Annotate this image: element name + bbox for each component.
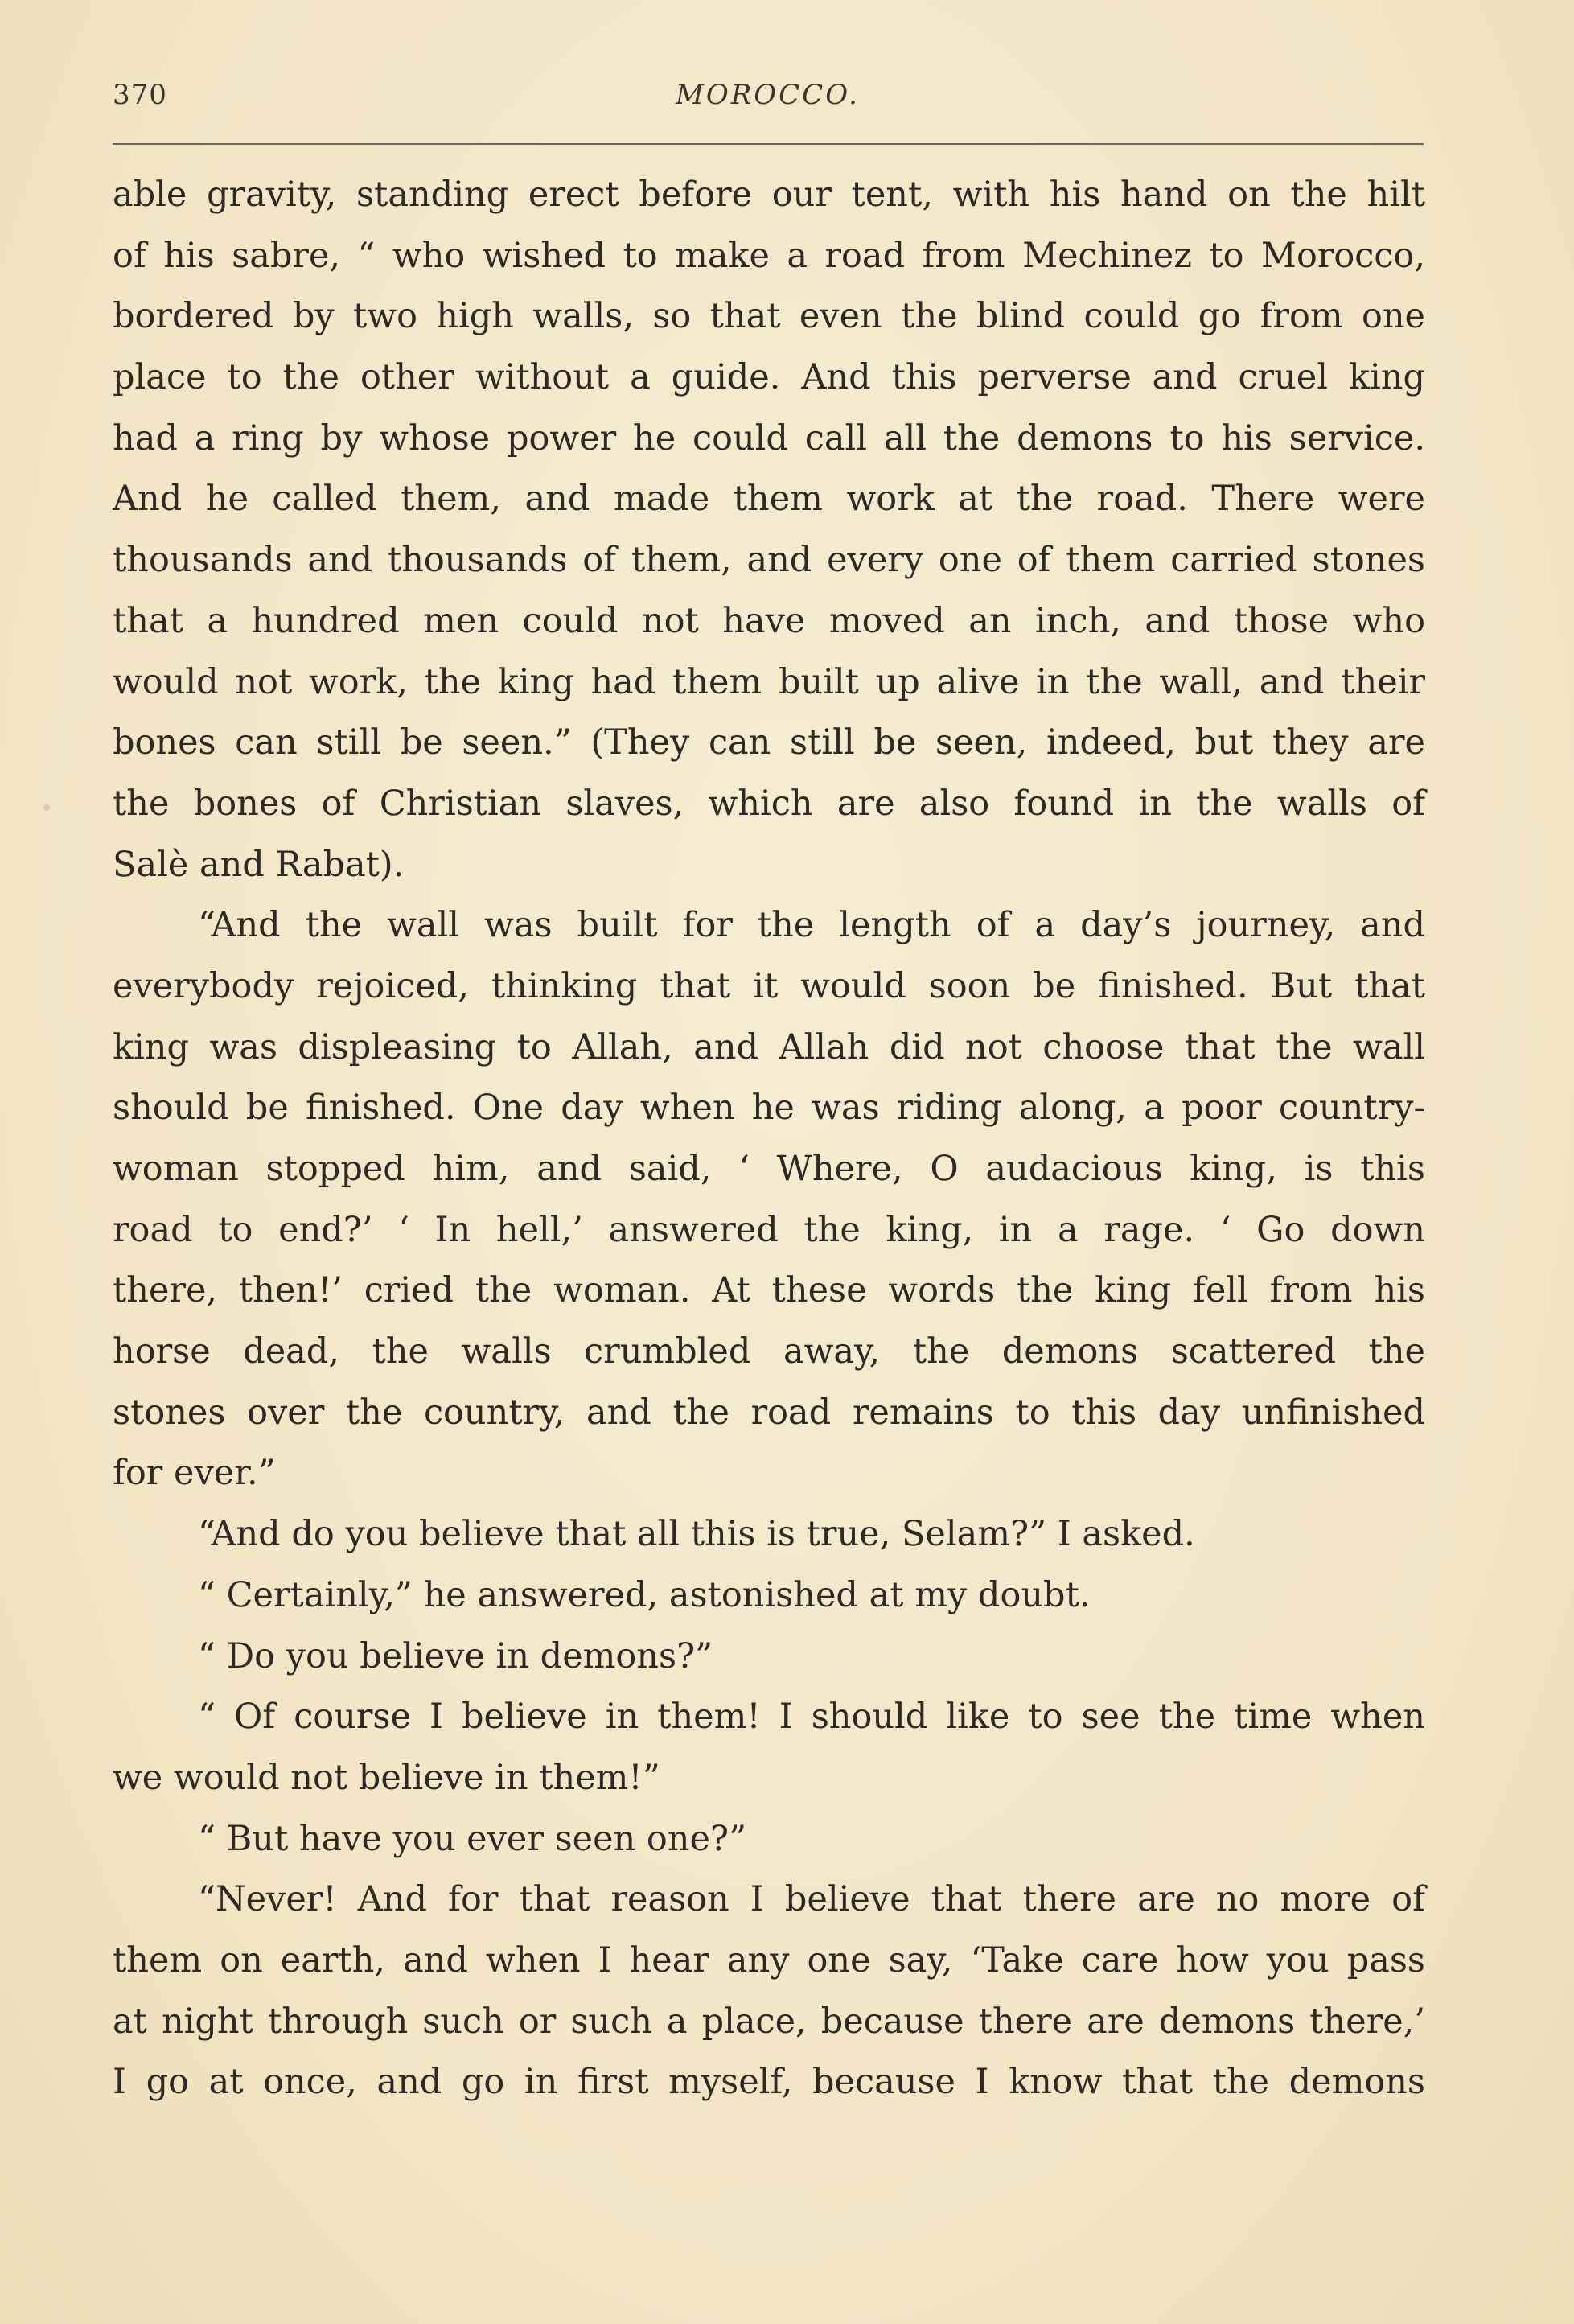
text-line: “ Certainly,” he answered, astonished at my doubt. [198, 1574, 1091, 1615]
text-line: “ But have you ever seen one?” [198, 1818, 746, 1859]
text-line: “And the wall was built for the length of a day’s journey, and [198, 905, 1425, 946]
text-line: “Never! And for that reason I believe that there are no more of [198, 1879, 1425, 1920]
text-line: woman stopped him, and said, ‘ Where, O audacious king, is this [113, 1149, 1425, 1189]
header-rule [113, 143, 1424, 145]
text-line: thousands and thousands of them, and every one of them carried stones [113, 540, 1425, 581]
text-line: bordered by two high walls, so that even the blind could go from one [113, 296, 1425, 337]
text-line: there, then!’ cried the woman. At these words the king fell from his [113, 1270, 1425, 1311]
text-line: had a ring by whose power he could call all the demons to his service. [113, 417, 1425, 459]
text-line: them on earth, and when I hear any one say, ‘Take care how you pass [113, 1939, 1425, 1981]
text-line: of his sabre, “ who wished to make a road from Mechinez to Morocco, [113, 235, 1425, 276]
text-line: bones can still be seen.” (They can still be seen, indeed, but they are [113, 722, 1425, 763]
text-line: that a hundred men could not have moved an inch, and those who [113, 600, 1425, 641]
text-line: would not work, the king had them built up alive in the wall, and their [113, 661, 1425, 702]
text-line: Salè and Rabat). [113, 844, 405, 885]
text-line: horse dead, the walls crumbled away, the demons scattered the [113, 1331, 1425, 1372]
text-line: at night through such or such a place, because there are demons there,’ [113, 2001, 1425, 2042]
page-header [113, 79, 1416, 127]
margin-speck [43, 804, 50, 811]
running-title: MOROCCO. [676, 79, 860, 111]
text-line: we would not believe in them!” [113, 1757, 660, 1798]
text-line: “ Of course I believe in them! I should like to see the time when [198, 1697, 1425, 1738]
text-line: place to the other without a guide. And this perverse and cruel king [113, 357, 1425, 398]
text-line: stones over the country, and the road remains to this day unfinished [113, 1392, 1425, 1433]
text-line: king was displeasing to Allah, and Allah did not choose that the wall [113, 1026, 1425, 1067]
text-line: And he called them, and made them work at the road. There were [113, 479, 1425, 520]
text-line: I go at once, and go in first myself, because I know that the demons [113, 2062, 1425, 2103]
text-line: the bones of Christian slaves, which are also found in the walls of [113, 783, 1425, 824]
body-text [113, 165, 1425, 2113]
text-line: everybody rejoiced, thinking that it would soon be finished. But that [113, 965, 1425, 1006]
text-line: able gravity, standing erect before our tent, with his hand on the hilt [113, 175, 1425, 215]
text-line: “And do you believe that all this is true, Selam?” I asked. [198, 1514, 1195, 1555]
text-line: should be finished. One day when he was riding along, a poor country- [113, 1088, 1425, 1129]
text-line: road to end?’ ‘ In hell,’ answered the king, in a rage. ‘ Go down [113, 1209, 1425, 1250]
text-line: for ever.” [113, 1453, 276, 1494]
page-number: 370 [113, 79, 167, 111]
text-line: “ Do you believe in demons?” [198, 1635, 713, 1676]
